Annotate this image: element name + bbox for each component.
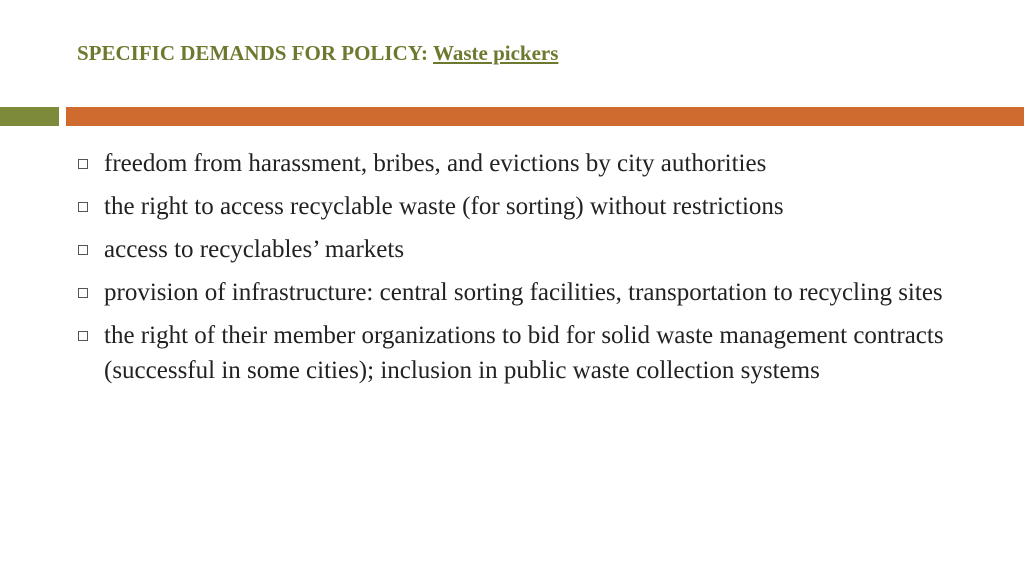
list-item-text: the right of their member organizations to bid for solid waste management contracts (successful in some cities); inclusion in public waste collection systems <box>104 322 944 384</box>
list-item <box>76 146 956 181</box>
demands-list <box>76 146 956 396</box>
list-item-text: freedom from harassment, bribes, and evictions by city authorities <box>104 150 767 177</box>
hollow-square-icon <box>78 159 88 169</box>
header-accent-bar-green <box>0 107 59 126</box>
hollow-square-icon <box>78 202 88 212</box>
header-accent-bar-orange <box>66 107 1024 126</box>
list-item-text: the right to access recyclable waste (for sorting) without restrictions <box>104 193 784 220</box>
list-item <box>76 232 956 267</box>
slide-title <box>77 41 558 66</box>
list-item-text: provision of infrastructure: central sorting facilities, transportation to recycling sites <box>104 279 943 306</box>
list-item <box>76 318 956 388</box>
hollow-square-icon <box>78 288 88 298</box>
hollow-square-icon <box>78 245 88 255</box>
list-item <box>76 189 956 224</box>
slide-title-main: SPECIFIC DEMANDS FOR POLICY: <box>77 41 429 65</box>
list-item-text: access to recyclables’ markets <box>104 236 405 263</box>
hollow-square-icon <box>78 331 88 341</box>
list-item <box>76 275 956 310</box>
slide-title-subject: Waste pickers <box>433 41 559 65</box>
